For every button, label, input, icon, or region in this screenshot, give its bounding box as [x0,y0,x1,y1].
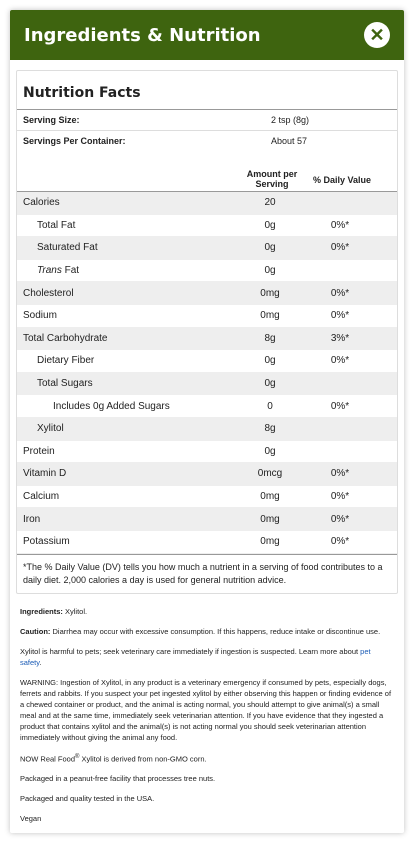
nutrient-name: Saturated Fat [37,242,98,254]
nutrient-amount: 0g [264,378,276,390]
nutrition-facts-panel [16,70,398,594]
nutrient-amount: 0mg [260,536,280,548]
table-row [17,373,397,396]
non-gmo-note: NOW Real Food® Xylitol is derived from non-GMO corn. [20,753,207,763]
nutrition-facts-title: Nutrition Facts [17,71,397,110]
table-row [17,237,397,260]
nutrient-table [17,192,397,554]
nutrient-amount: 20 [264,197,276,209]
servings-per-container-row [17,131,397,151]
nutrient-amount: 8g [264,423,276,435]
serving-size-row [17,110,397,131]
nutrient-name: Total Fat [37,219,76,231]
xylitol-warning: WARNING: Ingestion of Xylitol, in any product is a veterinary emergency if consumed by pets, especially dogs, ferrets and rabbits. If you suspect your pet ingested xylitol by either observing this happen or finding evidence of a chewed container or product, and the animal is acting normal, you should attempt to give animal(s) a small meal and at the same time, immediately seek veterinarian attention. If you have evidence that they ingested a product that contains xylitol and the animal(s) is not acting normal you should seek veterinarian attention immediately without giving the animal any food. [20,677,392,742]
product-notes [10,594,404,825]
nutrient-name: Sodium [23,310,57,322]
nutrient-name: Total Sugars [37,378,93,390]
close-icon: ✕ [369,25,385,45]
nutrient-name: Total Carbohydrate [23,332,108,344]
dv-footnote: *The % Daily Value (DV) tells you how much a nutrient in a serving of food contributes to a daily diet. 2,000 calories a day is used for general nutrition advice. [17,554,397,587]
peanut-free-note: Packaged in a peanut-free facility that processes tree nuts. [20,774,216,783]
nutrient-dv: 3%* [330,332,350,344]
table-row [17,531,397,554]
nutrient-dv: 0%* [330,468,350,480]
nutrient-name: Calories [23,197,60,209]
nutrient-amount: 0mg [260,513,280,525]
nutrient-amount: 0g [264,242,276,254]
table-row [17,418,397,441]
nutrient-dv: 0%* [330,400,350,412]
modal-header [10,10,404,60]
serving-size-label: Serving Size: [23,115,80,125]
nutrient-amount: 0g [264,219,276,231]
pet-warning-note: Xylitol is harmful to pets; seek veterinary care immediately if ingestion is suspected. Learn more about pet safety. [20,646,371,667]
nutrient-dv: 0%* [330,310,350,322]
nutrient-dv: 0%* [330,536,350,548]
nutrient-name: Cholesterol [23,287,74,299]
pet-safety-link[interactable]: pet safety [20,646,371,667]
nutrient-name: Dietary Fiber [37,355,95,367]
close-button[interactable] [364,22,390,48]
nutrient-amount: 0mg [260,310,280,322]
nutrient-name: Xylitol [37,423,64,435]
table-row [17,305,397,328]
table-header [17,167,397,192]
table-row [17,441,397,464]
col-dv-header: % Daily Value [312,175,372,185]
nutrient-amount: 0mg [260,287,280,299]
modal-title: Ingredients & Nutrition [24,24,261,46]
nutrient-name: Includes 0g Added Sugars [53,400,170,412]
nutrient-name: Potassium [23,536,70,548]
nutrient-name: Protein [23,445,55,457]
nutrient-name: Calcium [23,491,60,503]
nutrient-amount: 0mcg [257,468,283,480]
table-row [17,282,397,305]
nutrient-dv: 0%* [330,513,350,525]
table-row [17,260,397,283]
table-row [17,463,397,486]
nutrient-amount: 0g [264,445,276,457]
nutrition-modal [10,10,404,833]
servings-value: About 57 [271,136,308,146]
table-row [17,328,397,351]
nutrient-dv: 0%* [330,287,350,299]
servings-label: Servings Per Container: [23,136,126,146]
nutrient-name: Vitamin D [23,468,67,480]
nutrient-name: Iron [23,513,41,525]
nutrient-dv: 0%* [330,242,350,254]
vegan-note: Vegan [20,814,42,823]
table-row [17,508,397,531]
serving-size-value: 2 tsp (8g) [271,115,310,125]
table-row [17,215,397,238]
nutrient-amount: 8g [264,332,276,344]
nutrient-name: Trans Fat [37,265,80,277]
quality-tested-note: Packaged and quality tested in the USA. [20,794,155,803]
table-row [17,395,397,418]
nutrient-dv: 0%* [330,491,350,503]
nutrient-dv: 0%* [330,219,350,231]
col-amount-header: Amount per Serving [246,169,298,189]
table-row [17,192,397,215]
nutrient-dv: 0%* [330,355,350,367]
nutrient-amount: 0mg [260,491,280,503]
table-row [17,486,397,509]
caution-note: Caution: Diarrhea may occur with excessive consumption. If this happens, reduce intake or discontinue use. [20,626,381,636]
nutrient-amount: 0 [267,400,273,412]
ingredients-note: Ingredients: Xylitol. [20,606,88,616]
nutrient-amount: 0g [264,355,276,367]
table-row [17,350,397,373]
nutrient-amount: 0g [264,265,276,277]
